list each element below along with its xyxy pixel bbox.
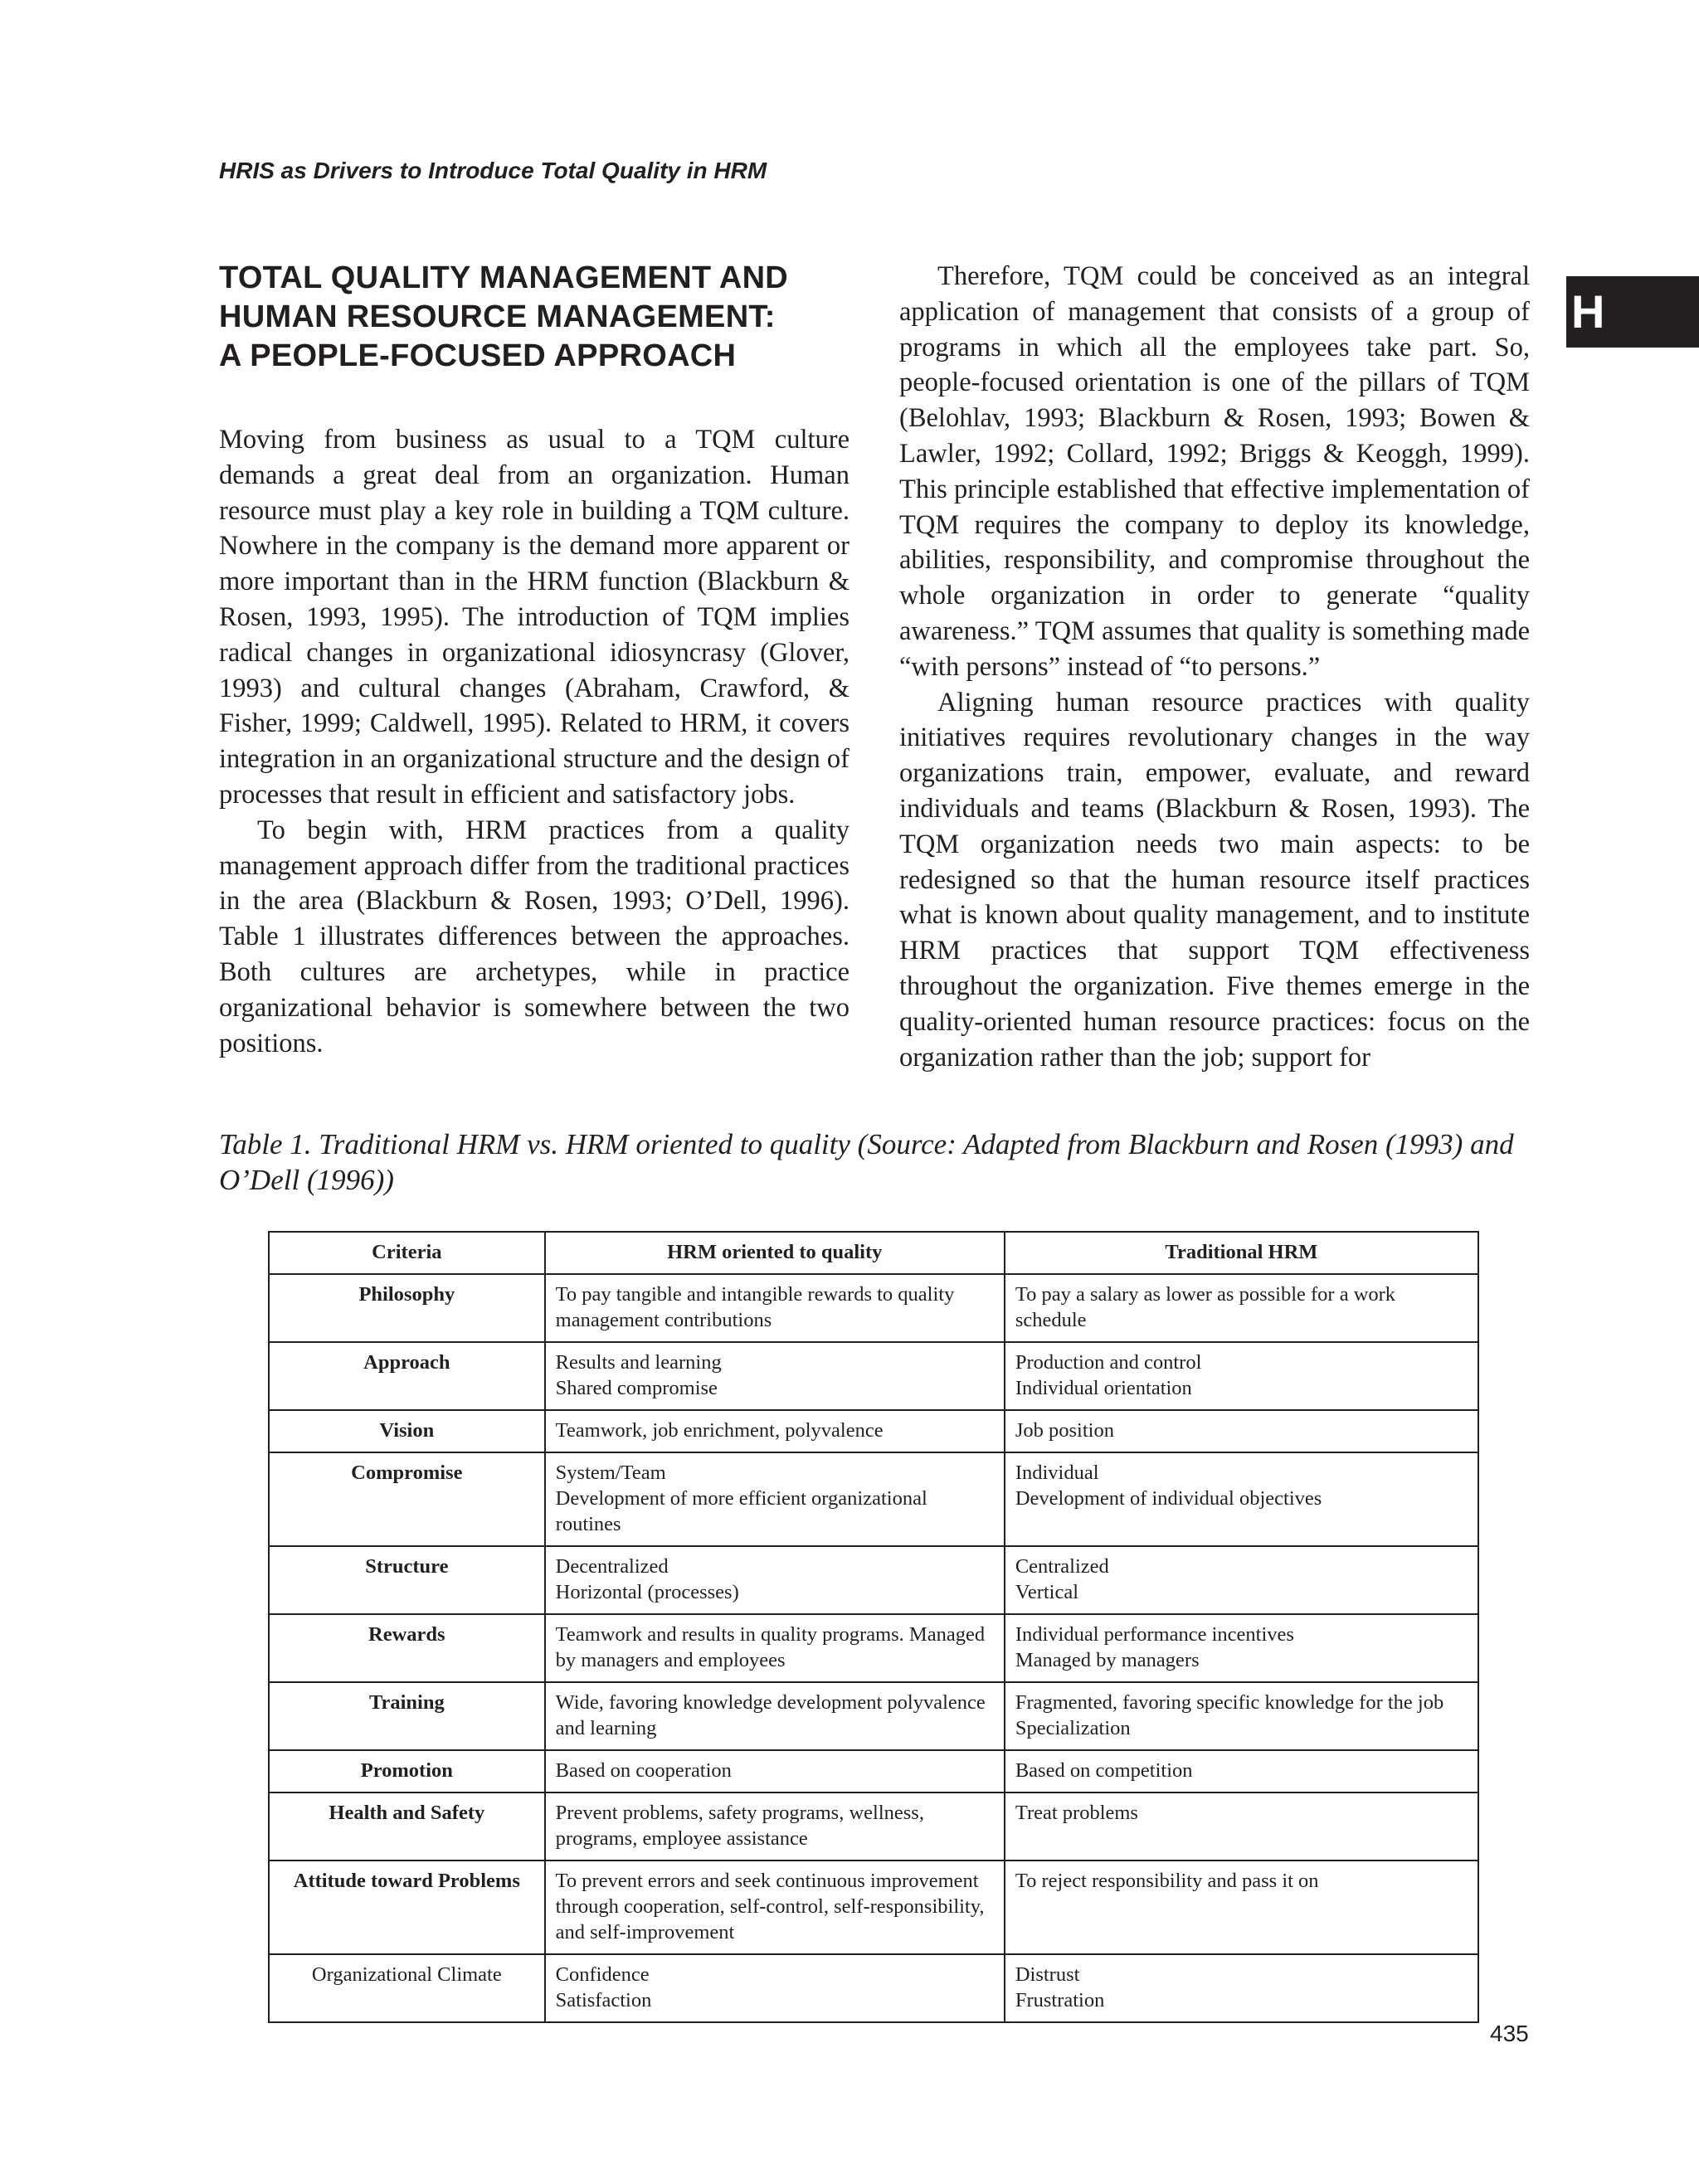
running-head: HRIS as Drivers to Introduce Total Quality in HRM <box>219 158 767 183</box>
cell-line: Teamwork and results in quality programs. Managed by managers and employees <box>555 1623 986 1671</box>
body-paragraph: Moving from business as usual to a TQM culture demands a great deal from an organization. Human resource must play a key role in building a TQM culture. Nowhere in the company is the demand more apparent or more important than in the HRM function (Blackburn & Rosen, 1993, 1995). The introduction of TQM implies radical changes in organizational idiosyncrasy (Glover, 1993) and cultural changes (Abraham, Crawford, & Fisher, 1999; Caldwell, 1995). Related to HRM, it covers integration in an organizational structure and the design of processes that result in efficient and satisfactory jobs. <box>219 425 850 810</box>
cell-line: Frustration <box>1015 1989 1105 2011</box>
cell-line: Individual orientation <box>1015 1377 1192 1399</box>
traditional-hrm-cell <box>1005 1452 1478 1546</box>
cell-line: Distrust <box>1015 1963 1080 1986</box>
cell-line: Individual <box>1015 1462 1099 1484</box>
table-row <box>269 1274 1478 1342</box>
table-row <box>269 1750 1478 1792</box>
cell-line: Production and control <box>1015 1351 1202 1374</box>
cell-line: Centralized <box>1015 1555 1109 1578</box>
column-header-hrm-quality: HRM oriented to quality <box>545 1232 1005 1274</box>
cell-line: To prevent errors and seek continuous improvement through cooperation, self-control, self-responsibility, and self-improvement <box>555 1870 985 1943</box>
table-body <box>269 1274 1478 2022</box>
criteria-cell: Health and Safety <box>269 1792 545 1861</box>
cell-line: Shared compromise <box>555 1377 718 1399</box>
table-row <box>269 1682 1478 1750</box>
hrm-quality-cell <box>545 1452 1005 1546</box>
cell-line: Specialization <box>1015 1717 1131 1739</box>
criteria-cell: Structure <box>269 1546 545 1614</box>
page-number: 435 <box>1490 2021 1529 2046</box>
criteria-cell: Approach <box>269 1342 545 1410</box>
body-paragraph: Aligning human resource practices with quality initiatives requires revolutionary changes in the way organizations train, empower, evaluate, and reward individuals and teams (Blackburn & Rosen, 1993). The TQM organization needs two main aspects: to be redesigned so that the human resource itself practices what is known about quality management, and to institute HRM practices that support TQM effectiveness throughout the organization. Five themes emerge in the quality-oriented human resource practices: focus on the organization rather than the job; support for <box>899 687 1530 1073</box>
traditional-hrm-cell <box>1005 1274 1478 1342</box>
table-header-row <box>269 1232 1478 1274</box>
cell-line: Treat problems <box>1015 1802 1138 1824</box>
traditional-hrm-cell <box>1005 1410 1478 1452</box>
cell-line: System/Team <box>555 1462 666 1484</box>
section-thumb-tab: H <box>1566 276 1699 348</box>
traditional-hrm-cell <box>1005 1614 1478 1682</box>
section-title <box>219 259 850 376</box>
hrm-quality-cell <box>545 1954 1005 2022</box>
cell-line: Prevent problems, safety programs, wellness, programs, employee assistance <box>555 1802 924 1850</box>
section-title-line: HUMAN RESOURCE MANAGEMENT: <box>219 299 776 334</box>
traditional-hrm-cell <box>1005 1546 1478 1614</box>
traditional-hrm-cell <box>1005 1682 1478 1750</box>
table-row <box>269 1546 1478 1614</box>
hrm-quality-cell <box>545 1342 1005 1410</box>
cell-line: Satisfaction <box>555 1989 652 2011</box>
criteria-cell: Attitude toward Problems <box>269 1861 545 1954</box>
hrm-quality-cell <box>545 1792 1005 1861</box>
criteria-cell: Training <box>269 1682 545 1750</box>
cell-line: Fragmented, favoring specific knowledge for the job <box>1015 1691 1444 1714</box>
table-row <box>269 1410 1478 1452</box>
hrm-quality-cell <box>545 1546 1005 1614</box>
cell-line: Individual performance incentives <box>1015 1623 1294 1646</box>
section-title-line: TOTAL QUALITY MANAGEMENT AND <box>219 260 789 295</box>
cell-line: Confidence <box>555 1963 650 1986</box>
table-row <box>269 1452 1478 1546</box>
cell-line: Based on cooperation <box>555 1759 732 1782</box>
body-paragraph: Therefore, TQM could be conceived as an integral application of management that consists of a group of programs in which all the employees take part. So, people-focused orientation is one of the pillars of TQM (Belohlav, 1993; Blackburn & Rosen, 1993; Bowen & Lawler, 1992; Collard, 1992; Briggs & Keoggh, 1999). This principle established that effective implementation of TQM requires the company to deploy its knowledge, abilities, responsibility, and compromise throughout the whole organization in order to generate “quality awareness.” TQM assumes that quality is something made “with persons” instead of “to persons.” <box>899 261 1530 682</box>
cell-line: Results and learning <box>555 1351 722 1374</box>
traditional-hrm-cell <box>1005 1954 1478 2022</box>
traditional-hrm-cell <box>1005 1750 1478 1792</box>
traditional-hrm-cell <box>1005 1861 1478 1954</box>
hrm-quality-cell <box>545 1861 1005 1954</box>
criteria-cell: Rewards <box>269 1614 545 1682</box>
cell-line: Horizontal (processes) <box>555 1581 739 1603</box>
hrm-quality-cell <box>545 1750 1005 1792</box>
table-row <box>269 1792 1478 1861</box>
table-row <box>269 1954 1478 2022</box>
cell-line: Teamwork, job enrichment, polyvalence <box>555 1419 884 1442</box>
table-caption: Table 1. Traditional HRM vs. HRM oriented to quality (Source: Adapted from Blackburn and Rosen (1993) and O’Dell (1996)) <box>219 1128 1514 1196</box>
column-header-criteria: Criteria <box>269 1232 545 1274</box>
cell-line: To pay tangible and intangible rewards to quality management contributions <box>555 1283 955 1331</box>
comparison-table <box>268 1231 1479 2023</box>
cell-line: Wide, favoring knowledge development polyvalence and learning <box>555 1691 986 1739</box>
hrm-quality-cell <box>545 1410 1005 1452</box>
criteria-cell: Philosophy <box>269 1274 545 1342</box>
hrm-quality-cell <box>545 1614 1005 1682</box>
table-row <box>269 1342 1478 1410</box>
criteria-cell: Compromise <box>269 1452 545 1546</box>
table-row <box>269 1861 1478 1954</box>
cell-line: Development of individual objectives <box>1015 1487 1322 1510</box>
body-paragraph: To begin with, HRM practices from a quality management approach differ from the traditional practices in the area (Blackburn & Rosen, 1993; O’Dell, 1996). Table 1 illustrates differences between the approaches. Both cultures are archetypes, while in practice organizational behavior is somewhere between the two positions. <box>219 815 850 1058</box>
table-row <box>269 1614 1478 1682</box>
hrm-quality-cell <box>545 1274 1005 1342</box>
cell-line: To reject responsibility and pass it on <box>1015 1870 1319 1892</box>
cell-line: To pay a salary as lower as possible for a work schedule <box>1015 1283 1396 1331</box>
cell-line: Job position <box>1015 1419 1114 1442</box>
cell-line: Based on competition <box>1015 1759 1193 1782</box>
criteria-cell: Promotion <box>269 1750 545 1792</box>
section-title-line: A PEOPLE-FOCUSED APPROACH <box>219 338 737 373</box>
left-column <box>219 259 850 1061</box>
column-header-traditional-hrm: Traditional HRM <box>1005 1232 1478 1274</box>
cell-line: Development of more efficient organizational routines <box>555 1487 927 1535</box>
cell-line: Decentralized <box>555 1555 669 1578</box>
criteria-cell: Organizational Climate <box>269 1954 545 2022</box>
traditional-hrm-cell <box>1005 1792 1478 1861</box>
hrm-quality-cell <box>545 1682 1005 1750</box>
cell-line: Managed by managers <box>1015 1649 1200 1671</box>
criteria-cell: Vision <box>269 1410 545 1452</box>
traditional-hrm-cell <box>1005 1342 1478 1410</box>
cell-line: Vertical <box>1015 1581 1079 1603</box>
right-column <box>899 259 1530 1075</box>
